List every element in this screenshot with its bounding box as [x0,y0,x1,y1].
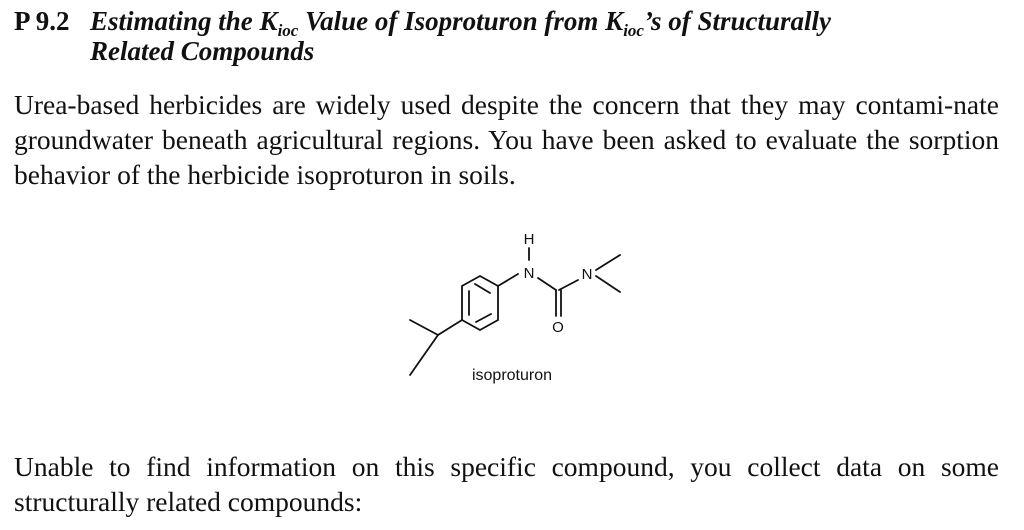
title-subscript-1: ioc [277,21,299,40]
ring-n-bond [498,274,518,286]
structure-caption: isoproturon [471,367,553,384]
problem-title-line1 [14,6,1014,40]
isoproturon-structure-diagram [370,222,650,392]
followup-paragraph: Unable to find information on this specific compound, you collect data on some structurally related compounds: [14,451,999,517]
title-text-2: Value of Isoproturon from K [298,6,624,36]
benzene-ring [462,276,498,330]
title-text-3: ’s of Structurally [643,6,831,36]
atom-n2-label: N [581,266,593,283]
ring-double-bond-2 [476,314,491,322]
title-subscript-2: ioc [623,21,644,40]
carbonyl-n2-bond [559,280,578,290]
n-methyl-2 [596,276,620,292]
atom-h-label: H [523,231,535,248]
problem-title-line2: Related Compounds [90,36,315,66]
intro-paragraph: Urea-based herbicides are widely used despite the concern that they may contami-nate groundwater beneath agricultural regions. You have been asked to evaluate the sorption behavior of the herbicide isoproturon in soils. [14,89,999,190]
n-carbonyl-bond [538,278,556,290]
problem-title [14,6,1014,66]
isopropyl-methyl-2 [410,335,438,375]
ring-double-bond-1 [475,284,490,293]
atom-o-label: O [552,319,564,336]
problem-number: P 9.2 [14,6,70,36]
title-text-1: Estimating the K [90,6,278,36]
atom-n1-label: N [523,265,535,282]
isopropyl-methyl-1 [410,320,438,335]
isopropyl-bond [438,320,462,335]
n-methyl-1 [596,255,620,270]
